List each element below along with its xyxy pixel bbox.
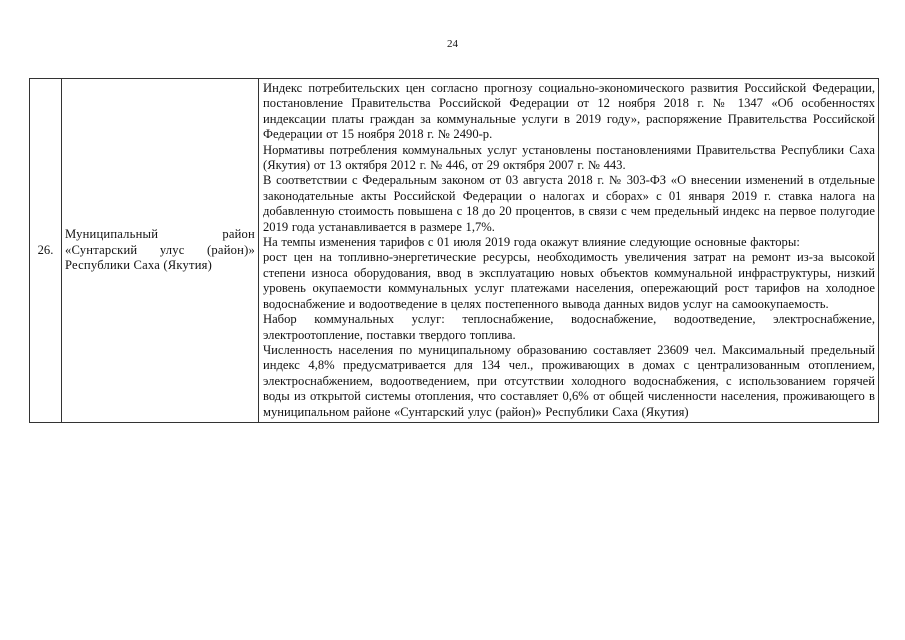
paragraph-population: Численность населения по муниципальному образованию составляет 23609 чел. Максимальный предельный индекс 4,8% предусматривается для 134 чел., проживающих в домах с централизованным отоплением, электроснабжением, водоотведением, при отсутствии холодного водоснабжения, с использованием горячей воды из открытой системы отопления, что составляет 0,6% от общей численности населения, проживающего в муниципальном районе «Сунтарский улус (район)» Республики Саха (Якутия) <box>263 342 875 419</box>
paragraph-vat-change: В соответствии с Федеральным законом от 03 августа 2018 г. № 303-ФЗ «О внесении изменений в отдельные законодательные акты Российской Федерации о налогах и сборах» с 01 января 2019 г. ставка налога на добавленную стоимость повышена с 18 до 20 процентов, в связи с чем предельный индекс на первое полугодие 2019 года устанавливается в размере 1,7%. <box>263 173 875 234</box>
paragraph-consumption-norms: Нормативы потребления коммунальных услуг установлены постановлениями Правительства Республики Саха (Якутия) от 13 октября 2012 г. № 446, от 29 октября 2007 г. № 443. <box>263 142 875 173</box>
document-table <box>29 78 879 423</box>
paragraph-utility-services: Набор коммунальных услуг: теплоснабжение, водоснабжение, водоотведение, электроснабжение, электроотопление, поставки твердого топлива. <box>263 312 875 342</box>
municipality-name: Муниципальный район «Сунтарский улус (район)» Республики Саха (Якутия) <box>62 79 259 423</box>
description-cell <box>259 79 879 423</box>
page-number: 24 <box>447 38 458 50</box>
paragraph-factors-list: рост цен на топливно-энергетические ресурсы, необходимость увеличения затрат на ремонт из-за высокой степени износа оборудования, ввод в эксплуатацию новых объектов коммунальной инфраструктуры, низкий уровень окупаемости коммунальных услуг платежами населения, опережающий рост тарифов на холодное водоснабжение и водоотведение в целях постепенного вывода данных видов услуг на самоокупаемость. <box>263 250 875 311</box>
paragraph-cpi-basis: Индекс потребительских цен согласно прогнозу социально-экономического развития Российской Федерации, постановление Правительства Российской Федерации от 12 ноября 2018 г. № 1347 «Об особенностях индексации платы граждан за коммунальные услуги в 2019 году», распоряжение Правительства Российской Федерации от 15 ноября 2018 г. № 2490-р. <box>263 81 875 142</box>
row-number: 26. <box>30 79 62 423</box>
paragraph-factors-intro: На темпы изменения тарифов с 01 июля 2019 года окажут влияние следующие основные факторы: <box>263 235 800 250</box>
table-row <box>30 79 879 423</box>
